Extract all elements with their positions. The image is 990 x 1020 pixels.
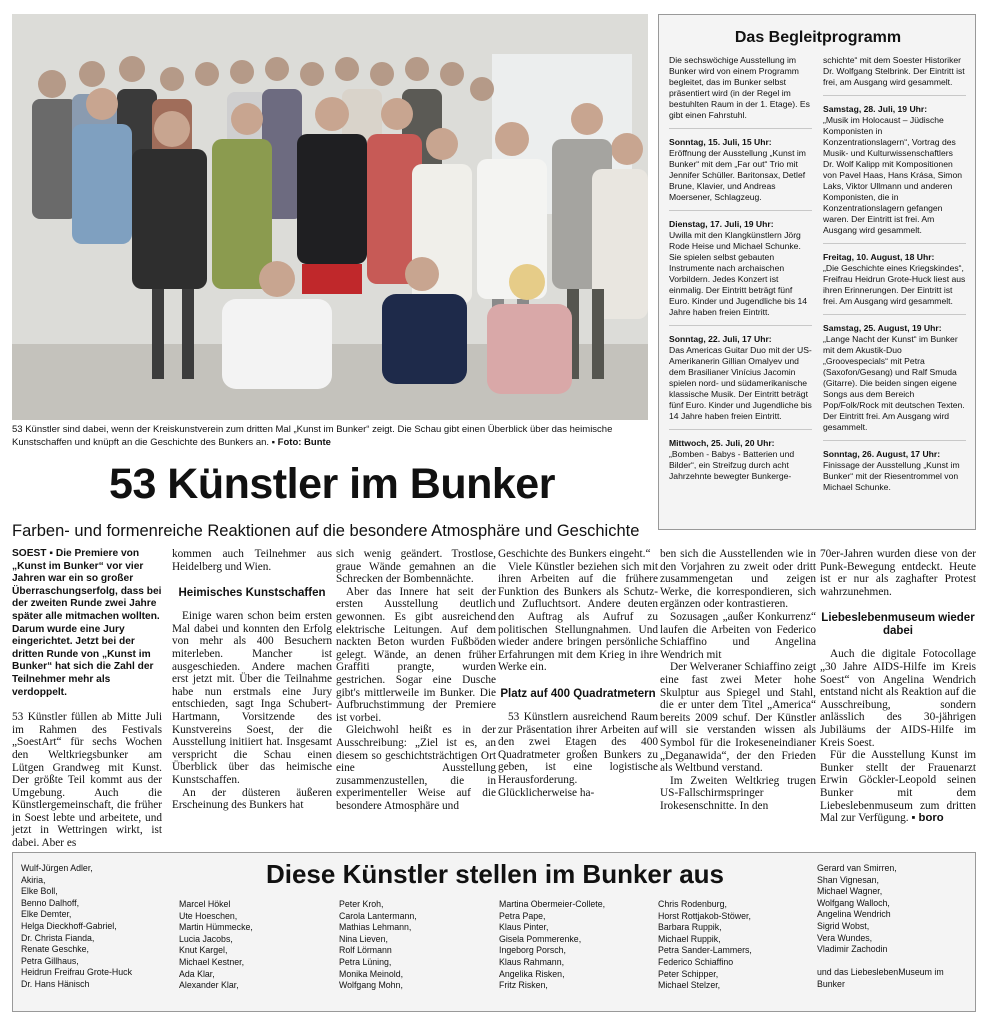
subheading: Platz auf 400 Quadratmetern xyxy=(500,687,656,700)
artist-name: Knut Kargel, xyxy=(179,945,228,956)
artist-name: Wulf-Jürgen Adler, xyxy=(21,863,93,873)
artist-name: Heidrun Freifrau Grote-Huck xyxy=(21,967,132,978)
artist-name: Benno Dalhoff, xyxy=(21,897,80,908)
program-item-text: „Musik im Holocaust – Jüdische Komponisten in Konzentrationslagern“, Vortrag des Musik- und Kulturwissenschaftlers Dr. Wolf Kalipp mit Kompositionen von Pavel Haas, Hans Krása, Simon Laks, Viktor Ullmann und anderen Komponisten, die in Konzentrationslagern gefangen waren. Der Eintritt ist frei. Am Ausgang wird gesammelt. xyxy=(823,115,962,235)
article-paragraph: An der düsteren äußeren Erscheinung des Bunkers hat xyxy=(172,786,332,812)
group-photo xyxy=(12,14,648,420)
artist-name: Helga Dieckhoff-Gabriel, xyxy=(21,920,117,931)
artist-name: Dr. Hans Hänisch xyxy=(21,978,90,989)
photo-credit: ▪ Foto: Bunte xyxy=(271,436,331,448)
artist-name: Vladimir Zachodin xyxy=(817,944,888,955)
artist-name: Angelika Risken, xyxy=(499,968,565,979)
program-item xyxy=(823,55,966,96)
artist-name: Petra Gillhaus, xyxy=(21,955,79,966)
begleitprogramm-title: Das Begleitprogramm xyxy=(734,29,902,46)
program-item xyxy=(669,438,812,489)
artist-name: Elke Demter, xyxy=(21,909,72,920)
program-item-date: Dienstag, 17. Juli, 19 Uhr: xyxy=(669,219,774,229)
artist-name: Rolf Lörmann xyxy=(339,945,392,956)
artist-name: Lucia Jacobs, xyxy=(179,933,233,944)
artist-name: Klaus Pinter, xyxy=(499,922,549,933)
artist-name: Gerard van Smirren, xyxy=(817,863,897,873)
artist-name: Petra Pape, xyxy=(499,910,546,921)
subheading: Heimisches Kunstschaffen xyxy=(178,587,326,600)
artist-name: Petra Lüning, xyxy=(339,956,392,967)
program-item xyxy=(823,104,966,244)
artist-name: Nina Lieven, xyxy=(339,933,388,944)
article-paragraph: Auch die digitale Fotocollage „30 Jahre AIDS-Hilfe im Kreis Soest“ von Angelina Wendrich entstand nicht als Reaktion auf die Ausschreibung, sondern anlässlich des 30-jährigen Jubiläums der AIDS-Hilfe im Kreis Soest. xyxy=(820,648,976,749)
artist-name: Ute Hoeschen, xyxy=(179,910,238,921)
article-paragraph: Geschichte des Bunkers eingeht.“ xyxy=(498,548,651,560)
article-paragraph: Im Zweiten Weltkrieg trugen US-Fallschirmspringer Irokesenschnitte. In den xyxy=(660,774,816,812)
artist-name xyxy=(817,956,944,968)
artist-name: Federico Schiaffino xyxy=(658,956,734,967)
article-paragraph: Gleichwohl heißt es in der Ausschreibung: „Ziel ist es, an diesem so geschichtsträchtigen Ort eine Ausstellung zusammenzustellen, die in experimenteller Weise auf die besondere Atmosphäre und xyxy=(336,724,496,812)
artist-name: Sigrid Wobst, xyxy=(817,920,870,931)
article-column-5 xyxy=(660,548,816,812)
article-paragraph: Sozusagen „außer Konkurrenz“ laufen die Arbeiten von Federico Schiaffino und Angelina Wendrich mit xyxy=(660,610,816,661)
artist-name: und das LiebeslebenMuseum im xyxy=(817,967,944,978)
photo-caption-text: 53 Künstler sind dabei, wenn der Kreiskunstverein zum dritten Mal „Kunst im Bunker“ zeigt. Die Schau gibt einen Überblick über das heimische Kunstschaffen und knüpft an die Geschichte des Bunkers an. xyxy=(12,424,613,448)
begleitprogramm-col-1 xyxy=(669,55,812,497)
program-item-date: Freitag, 10. August, 18 Uhr: xyxy=(823,252,935,262)
artist-name: Klaus Rahmann, xyxy=(499,956,565,967)
article-column-1 xyxy=(12,548,162,850)
artist-name: Michael Stelzer, xyxy=(658,980,721,991)
program-item-date: Samstag, 25. August, 19 Uhr: xyxy=(823,323,942,333)
artist-name: Chris Rodenburg, xyxy=(658,899,727,909)
program-item xyxy=(823,252,966,315)
begleitprogramm-box xyxy=(658,14,976,530)
subheading: Liebeslebenmuseum wieder dabei xyxy=(821,612,975,638)
article-paragraph: Einige waren schon beim ersten Mal dabei und konnten den Erfolg von mehr als 400 Besuchern miterleben. Mancher ist ausgeschieden. Andere machen erst jetzt mit. Über die Teilnahme habe nun erstmals eine Jury entschieden, sagt Inga Schubert-Hartmann, Vorsitzende des Kunstvereins Soest, der die Ausstellung initiiert hat. Insgesamt verspricht die Schau einen Überblick über das heimische Kunstschaffen. xyxy=(172,610,332,786)
program-item-text: Die sechswöchige Ausstellung im Bunker wird von einem Programm begleitet, das im Bunker selbst präsentiert wird (in der Regel im bestuhlten Raum in der 1. Etage). Es gibt einen Fahrstuhl. xyxy=(669,55,810,120)
article-column-4 xyxy=(498,548,658,799)
artist-list-2 xyxy=(179,899,253,992)
headline: 53 Künstler im Bunker xyxy=(109,460,555,508)
article-paragraph: kommen auch Teilnehmer aus Heidelberg und Wien. xyxy=(172,548,332,573)
artist-list-4 xyxy=(499,899,605,992)
artist-list-1 xyxy=(21,863,132,991)
group-photo-illustration xyxy=(12,14,648,420)
program-item-text: Eröffnung der Ausstellung „Kunst im Bunker“ mit dem „Far out“ Trio mit Jennifer Schüller. Baritonsax, Detlef Brune, Klavier, und Andreas Moersener, Schlagzeug. xyxy=(669,148,806,202)
program-item-text: „Die Geschichte eines Kriegskindes“, Freifrau Heidrun Grote-Huck liest aus ihren Erinnerungen. Der Eintritt ist frei. Am Ausgang wird gesammelt. xyxy=(823,263,966,306)
article-paragraph: Viele Künstler beziehen sich mit ihren Arbeiten auf die frühere Funktion des Bunkers als Schutz- und Zufluchtsort. Andere deuten den Auftrag als Aufruf zu politischen Stellungnahmen. Und wieder andere bringen persönliche Erfahrungen mit dem Krieg in ihre Werke ein. xyxy=(498,560,658,674)
article-paragraph: 53 Künstler füllen ab Mitte Juli im Rahmen des Festivals „SoestArt“ für sechs Wochen den Weltkriegsbunker am Lütgen Grandweg mit Kunst. Der größte Teil kommt aus der Umgebung. Auch die Künstlergemeinschaft, die früher in Soest lebte und arbeitete, und jetzt in Wettringen wirkt, ist dabei. Aber es xyxy=(12,711,162,850)
program-item-text: schichte“ mit dem Soester Historiker Dr. Wolfgang Stelbrink. Der Eintritt ist frei, am Ausgang wird gesammelt. xyxy=(823,55,965,87)
article-paragraph xyxy=(820,749,976,825)
program-item xyxy=(669,334,812,430)
begleitprogramm-col-2 xyxy=(823,55,966,508)
lead-text: ▪ Die Premiere von „Kunst im Bunker“ vor vier Jahren war ein so großer Überraschungserfolg, dass bei der zweiten Runde zwei Jahre später alle mitmachen wollten. Darum wurde eine Jury eingerichtet. Jetzt bei der dritten Runde von „Kunst im Bunker“ hat sich die Zahl der Teilnehmer mehr als verdoppelt. xyxy=(12,548,162,698)
artist-list-6 xyxy=(817,863,944,991)
program-item-text: „Lange Nacht der Kunst“ im Bunker mit dem Akustik-Duo „Groovespecials“ mit Petra (Saxofon/Gesang) und Ralf Smuda (Gitarre). Die beiden singen eigene Songs aus dem Bereich Pop/Folk/Rock mit deutschen Texten. Der Eintritt frei. Am Ausgang wird gesammelt. xyxy=(823,334,965,432)
artist-name: Martina Obermeier-Collete, xyxy=(499,899,606,909)
program-item xyxy=(669,219,812,326)
artist-name: Peter Kroh, xyxy=(339,899,384,909)
article-paragraph: 70er-Jahren wurden diese von der Punk-Bewegung entdeckt. Heute ist er nur als zaghafter Protest wahrzunehmen. xyxy=(820,548,976,598)
artist-name: Barbara Ruppik, xyxy=(658,922,722,933)
article-column-2 xyxy=(172,548,332,812)
article-paragraph: 53 Künstlern ausreichend Raum zur Präsentation ihrer Arbeiten auf den zwei Etagen des 400 Quadratmeter großen Bunkers zu geben, ist eine logistische Herausforderung. Glücklicherweise ha- xyxy=(498,710,658,799)
artist-name: Michael Kestner, xyxy=(179,956,245,967)
program-item-text: Finissage der Ausstellung „Kunst im Bunker“ mit der Riesentrommel von Michael Schunke. xyxy=(823,460,960,492)
article-paragraph: Aber das Innere hat seit der ersten Ausstellung deutlich gewonnen. Es gibt ausreichend elektrische Leitungen. Auf dem nackten Beton wurden Fußböden gelegt. Wände, an denen früher Graffiti prangte, wurden gestrichen. Sogar eine Dusche gibt's mittlerweile im Bunker. Die Aufbruchstimmung der Premiere ist vorbei. xyxy=(336,585,496,724)
program-item-date: Sonntag, 22. Juli, 17 Uhr: xyxy=(669,334,772,344)
article-paragraph-text: Für die Ausstellung Kunst im Bunker stellt der Frauenarzt Erwin Göckler-Leopold seinen Bunker mit dem Liebeslebenmuseum zum dritten Mal zur Verfügung. xyxy=(820,749,976,825)
artist-name: Alexander Klar, xyxy=(179,980,239,991)
subheadline: Farben- und formenreiche Reaktionen auf die besondere Atmosphäre und Geschichte xyxy=(12,522,640,540)
program-item-date: Samstag, 28. Juli, 19 Uhr: xyxy=(823,104,928,114)
artist-name: Vera Wundes, xyxy=(817,932,873,943)
artist-name: Michael Wagner, xyxy=(817,886,883,897)
program-item-text: „Bomben - Babys - Batterien und Bilder“, ein Streifzug durch acht Jahrzehnte bewegter Bunkerge- xyxy=(669,449,795,481)
artist-name: Horst Rottjakob-Stöwer, xyxy=(658,910,751,921)
artist-name: Wolfgang Mohn, xyxy=(339,980,403,991)
artist-name: Monika Meinold, xyxy=(339,968,404,979)
program-item xyxy=(823,449,966,500)
artist-name: Fritz Risken, xyxy=(499,980,548,991)
program-item xyxy=(823,323,966,441)
artist-name: Wolfgang Walloch, xyxy=(817,897,890,908)
artist-name: Dr. Christa Fianda, xyxy=(21,932,95,943)
artist-name: Carola Lantermann, xyxy=(339,910,417,921)
article-paragraph: sich wenig geändert. Trostlose, graue Wände gemahnen an die Schrecken der Bombennächte. xyxy=(336,548,496,586)
artist-name: Angelina Wendrich xyxy=(817,909,891,920)
artist-list-5 xyxy=(658,899,752,992)
article-column-3 xyxy=(336,548,496,812)
article-column-6 xyxy=(820,548,976,825)
article-lead xyxy=(12,548,162,699)
program-item-date: Sonntag, 15. Juli, 15 Uhr: xyxy=(669,137,772,147)
artist-name: Gisela Pommerenke, xyxy=(499,933,582,944)
artist-name: Petra Sander-Lammers, xyxy=(658,945,752,956)
article-paragraph: Der Welveraner Schiaffino zeigt eine fast zwei Meter hohe Skulptur aus Spiegel und Stahl, die er unter dem Titel „America“ bereits 2009 schuf. Der Künstler will sie verstanden wissen als Symbol für die Irokeseneindianer „Deganawida“, der den Frieden als Weltbund verstand. xyxy=(660,661,816,775)
program-item-text: Das Americas Guitar Duo mit der US-Amerikanerin Gillian Omalyev und dem Brasilianer Vinícius Jacomin spielen nord- und südamerikanische klassische Musik. Der Eintritt beträgt fünf Euro. Kinder und Jugendliche bis 14 Jahre haben freien Eintritt. xyxy=(669,345,812,421)
artist-name: Ada Klar, xyxy=(179,968,215,979)
artist-name: Renate Geschke, xyxy=(21,944,89,955)
artist-name: Peter Schipper, xyxy=(658,968,719,979)
photo-caption xyxy=(12,424,652,449)
article-paragraph: ben sich die Ausstellenden wie in den Vorjahren zu zweit oder dritt zusammengetan und zeigen Werke, die korrespondieren, sich ergänzen oder kontrastieren. xyxy=(660,548,816,611)
artists-box xyxy=(12,852,976,1012)
program-item-date: Sonntag, 26. August, 17 Uhr: xyxy=(823,449,941,459)
program-item xyxy=(669,137,812,211)
artist-name: Bunker xyxy=(817,978,845,989)
dateline: SOEST xyxy=(12,548,47,559)
artist-name: Ingeborg Porsch, xyxy=(499,945,566,956)
program-item-text: Uwilla mit den Klangkünstlern Jörg Rode Heise und Michael Schunke. Sie spielen selbst gebauten Instrumente nach archaischen Vorbildern. Jedes Konzert ist einmalig. Der Eintritt beträgt fünf Euro. Kinder und Jugendliche bis 14 Jahre haben freien Eintritt. xyxy=(669,230,808,317)
artist-name: Elke Boll, xyxy=(21,886,58,897)
artist-name: Martin Hümmecke, xyxy=(179,922,253,933)
artist-name: Mathias Lehmann, xyxy=(339,922,412,933)
artist-list-3 xyxy=(339,899,417,992)
artists-title: Diese Künstler stellen im Bunker aus xyxy=(265,859,725,889)
author-signature: ▪ boro xyxy=(911,812,944,825)
program-item-date: Mittwoch, 25. Juli, 20 Uhr: xyxy=(669,438,775,448)
artist-name: Marcel Hökel xyxy=(179,899,231,909)
artist-name: Shan Vignesan, xyxy=(817,874,879,885)
program-item xyxy=(669,55,812,129)
artist-name: Akiria, xyxy=(21,874,46,885)
artist-name: Michael Ruppik, xyxy=(658,933,721,944)
